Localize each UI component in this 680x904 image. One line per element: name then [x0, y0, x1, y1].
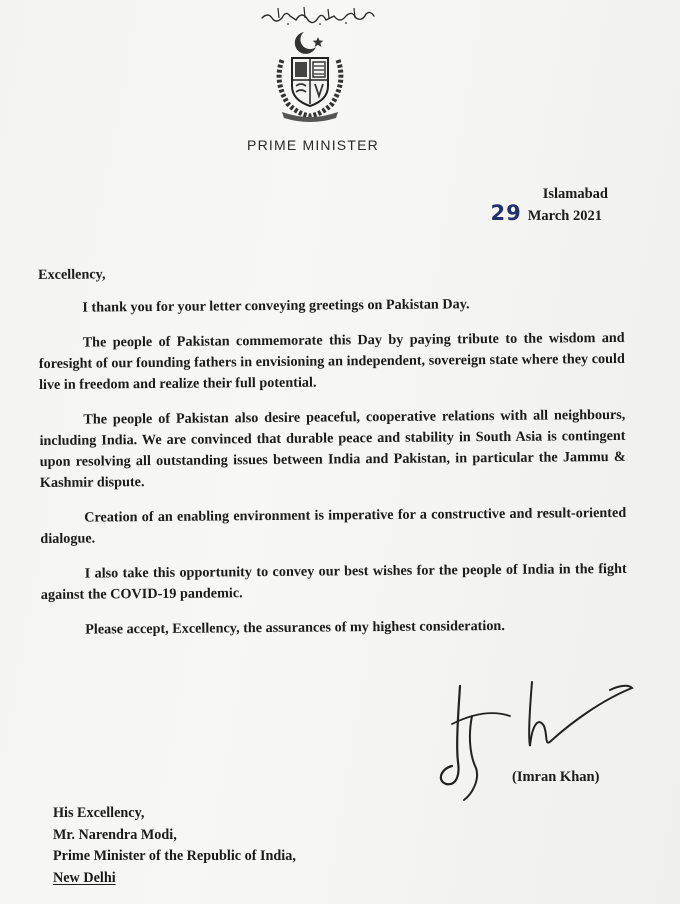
- paragraph-thanks: I thank you for your letter conveying greetings on Pakistan Day.: [82, 296, 470, 316]
- addressee-line-3: Prime Minister of the Republic of India,: [53, 848, 296, 864]
- state-emblem-icon: [268, 30, 352, 122]
- letter-body: [38, 260, 627, 655]
- office-title: PRIME MINISTER: [247, 137, 379, 153]
- addressee-line-2: Mr. Narendra Modi,: [53, 826, 177, 843]
- paragraph-closing: Please accept, Excellency, the assurances of my highest consideration.: [85, 617, 505, 638]
- letter-place: Islamabad: [542, 186, 608, 202]
- signature-mark: [432, 676, 642, 806]
- letter-date: [491, 201, 602, 225]
- bismillah-calligraphy: [258, 4, 378, 28]
- addressee-block: [53, 803, 296, 889]
- addressee-line-1: His Excellency,: [53, 805, 145, 821]
- paragraph-relations: The people of Pakistan also desire peaceful, cooperative relations with all neighbours, including India. We are convinced that durable peace and stability in South Asia is contingent upon resolving all outstanding issues between India and Pakistan, in particular the Jammu & Kashmir dispute.: [39, 406, 626, 491]
- signer-name: (Imran Khan): [512, 769, 600, 785]
- paragraph-covid: I also take this opportunity to convey our best wishes for the people of India in the fight against the COVID-19 pandemic.: [40, 560, 627, 603]
- salutation: Excellency,: [38, 266, 106, 283]
- paragraph-dialogue: Creation of an enabling environment is imperative for a constructive and result-oriented dialogue.: [40, 504, 627, 547]
- addressee-city: New Delhi: [53, 869, 116, 886]
- paragraph-pakistan-day: The people of Pakistan commemorate this Day by paying tribute to the wisdom and foresight of our founding fathers in envisioning an independent, sovereign state where they could live in freedom and realize their full potential.: [38, 329, 625, 393]
- handwritten-day: 29: [490, 201, 522, 225]
- date-month-year: March 2021: [527, 208, 602, 224]
